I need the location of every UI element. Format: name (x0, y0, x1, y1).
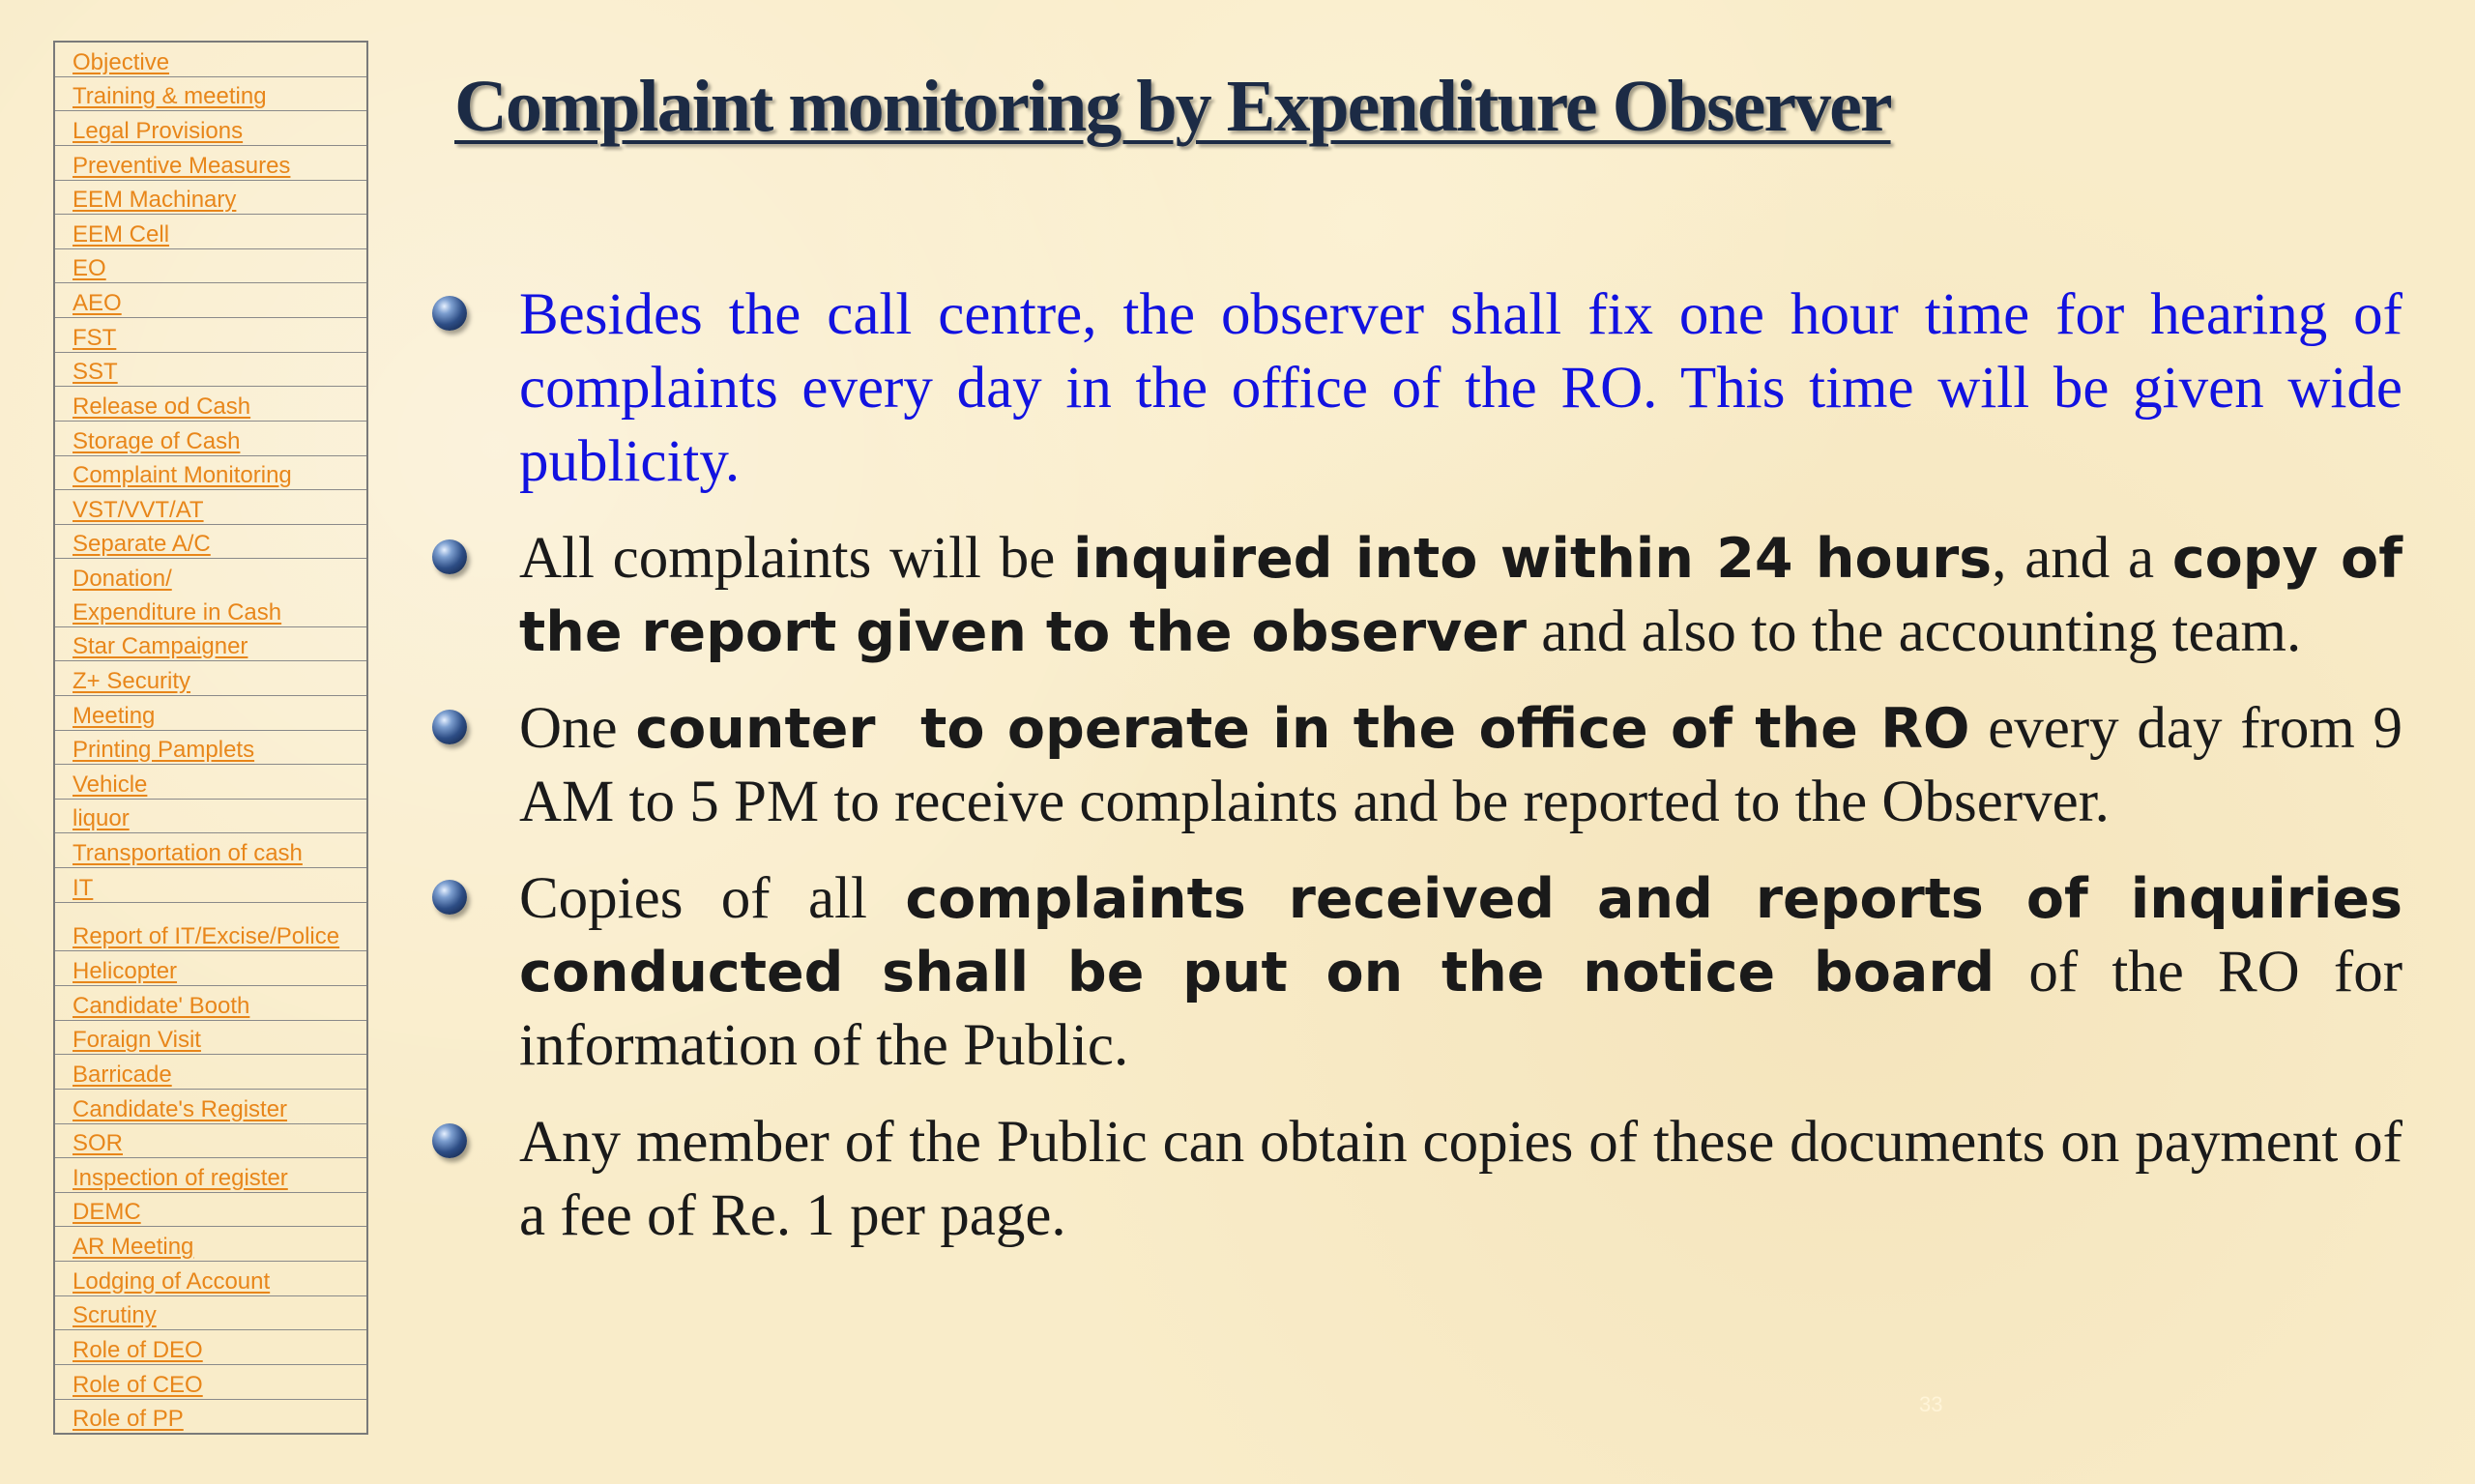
nav-link[interactable]: Barricade (73, 1061, 172, 1088)
bullet-text: Besides the call centre, the observer shall fix one hour time for hearing of complaints every day in the office of the RO. This time will be given wide publicity. (519, 282, 2402, 494)
nav-link[interactable]: EO (73, 255, 106, 282)
nav-link[interactable]: Helicopter (73, 958, 178, 984)
nav-link[interactable]: Vehicle (73, 771, 148, 798)
blue-sphere-bullet-icon (432, 710, 467, 744)
nav-item-vehicle[interactable] (55, 765, 366, 800)
nav-item-demc[interactable] (55, 1193, 366, 1228)
nav-link[interactable]: EEM Cell (73, 220, 170, 247)
nav-link[interactable]: SST (73, 359, 118, 386)
nav-link[interactable]: Preventive Measures (73, 152, 291, 179)
bullet-text: Any member of the Public can obtain copies of these documents on payment of a fee of Re. 1 per page. (519, 1110, 2402, 1248)
nav-item-aeo[interactable] (55, 283, 366, 318)
nav-item-transportation-of-cash[interactable] (55, 833, 366, 868)
nav-link[interactable]: EEM Machinary (73, 187, 237, 214)
nav-link[interactable]: AEO (73, 290, 122, 316)
nav-item-inspection-of-register[interactable] (55, 1158, 366, 1193)
nav-link[interactable]: Legal Provisions (73, 117, 244, 144)
nav-link[interactable]: Transportation of cash (73, 840, 303, 866)
nav-item-legal-provisions[interactable] (55, 111, 366, 146)
nav-item-vst-vvt-at[interactable] (55, 490, 366, 525)
nav-link[interactable]: liquor (73, 805, 130, 832)
nav-item-helicopter[interactable] (55, 951, 366, 986)
nav-item-expenditure-in-cash[interactable] (55, 593, 366, 627)
bullet-emphasis: inquired into within 24 hours (1073, 527, 1993, 591)
nav-link[interactable]: Storage of Cash (73, 427, 241, 454)
nav-link[interactable]: IT (73, 874, 94, 901)
nav-item-role-of-deo[interactable] (55, 1330, 366, 1365)
nav-link[interactable]: Expenditure in Cash (73, 598, 282, 626)
nav-link[interactable]: Training & meeting (73, 83, 267, 110)
nav-item-separate-ac[interactable] (55, 525, 366, 560)
nav-item-scrutiny[interactable] (55, 1296, 366, 1331)
nav-item-release-of-cash[interactable] (55, 387, 366, 422)
nav-link[interactable]: Inspection of register (73, 1164, 288, 1191)
nav-item-objective[interactable] (55, 43, 366, 77)
nav-item-printing-pamplets[interactable] (55, 731, 366, 766)
bullet-text: Copies of all (519, 866, 906, 931)
nav-link[interactable]: Role of DEO (73, 1336, 203, 1363)
nav-item-z-security[interactable] (55, 661, 366, 696)
bullet-text: All complaints will be (519, 526, 1073, 591)
nav-item-it[interactable] (55, 868, 366, 903)
nav-item-meeting[interactable] (55, 696, 366, 731)
nav-link[interactable]: Z+ Security (73, 667, 191, 694)
nav-item-liquor[interactable] (55, 800, 366, 834)
nav-link[interactable]: Release od Cash (73, 393, 251, 420)
bullet-list (430, 278, 2402, 1276)
bullet-emphasis: copy of the report given to the observer (519, 527, 2402, 664)
nav-item-eo[interactable] (55, 249, 366, 284)
nav-item-training-meeting[interactable] (55, 77, 366, 112)
nav-link[interactable]: Report of IT/Excise/Police (73, 923, 340, 950)
nav-item-foreign-visit[interactable] (55, 1021, 366, 1056)
bullet-item (430, 692, 2402, 839)
nav-link[interactable]: Role of PP (73, 1406, 184, 1433)
slide-navigation (53, 41, 368, 1435)
nav-link[interactable]: VST/VVT/AT (73, 496, 204, 523)
blue-sphere-bullet-icon (432, 539, 467, 574)
nav-link[interactable]: Candidate's Register (73, 1095, 288, 1122)
nav-link[interactable]: AR Meeting (73, 1234, 194, 1260)
bullet-text: and also to the accounting team. (1527, 599, 2302, 664)
nav-link[interactable]: Role of CEO (73, 1371, 203, 1398)
nav-item-sor[interactable] (55, 1124, 366, 1159)
nav-item-lodging-of-account[interactable] (55, 1262, 366, 1296)
bullet-item (430, 522, 2402, 669)
nav-link[interactable]: Candidate' Booth (73, 992, 250, 1019)
bullet-item (430, 1106, 2402, 1253)
nav-item-sst[interactable] (55, 353, 366, 388)
nav-link[interactable]: Complaint Monitoring (73, 462, 292, 489)
nav-link[interactable]: DEMC (73, 1199, 141, 1226)
nav-link[interactable]: Lodging of Account (73, 1267, 271, 1295)
nav-item-eem-cell[interactable] (55, 215, 366, 249)
bullet-text: , and a (1992, 526, 2172, 591)
nav-item-storage-of-cash[interactable] (55, 422, 366, 456)
nav-item-donation[interactable] (55, 559, 366, 593)
blue-sphere-bullet-icon (432, 880, 467, 915)
nav-link[interactable]: Meeting (73, 702, 156, 729)
blue-sphere-bullet-icon (432, 1123, 467, 1158)
nav-link[interactable]: Scrutiny (73, 1302, 157, 1329)
nav-item-candidates-register[interactable] (55, 1090, 366, 1124)
bullet-text: One (519, 696, 636, 761)
nav-item-ar-meeting[interactable] (55, 1227, 366, 1262)
nav-item-candidate-booth[interactable] (55, 986, 366, 1021)
nav-item-fst[interactable] (55, 318, 366, 353)
nav-link[interactable]: Star Campaigner (73, 633, 248, 660)
nav-item-preventive-measures[interactable] (55, 146, 366, 181)
nav-item-eem-machinary[interactable] (55, 181, 366, 216)
nav-item-complaint-monitoring[interactable] (55, 456, 366, 491)
bullet-item (430, 862, 2402, 1083)
nav-link[interactable]: Printing Pamplets (73, 737, 255, 764)
bullet-text: every day from 9 AM to 5 PM to receive complaints and be reported to the Observer. (519, 696, 2402, 834)
bullet-emphasis: counter to operate in the office of the RO (635, 697, 1970, 761)
nav-link[interactable]: Foraign Visit (73, 1027, 201, 1054)
nav-link[interactable]: FST (73, 324, 117, 351)
nav-item-star-campaigner[interactable] (55, 627, 366, 662)
blue-sphere-bullet-icon (432, 296, 467, 331)
nav-link[interactable]: Separate A/C (73, 531, 211, 558)
nav-item-report-of-it[interactable] (55, 903, 366, 952)
nav-link[interactable]: SOR (73, 1130, 124, 1157)
bullet-text: of the RO for information of the Public. (519, 940, 2403, 1078)
slide-title: Complaint monitoring by Expenditure Observer (454, 66, 1891, 147)
nav-link[interactable]: Objective (73, 48, 170, 75)
nav-item-role-of-ceo[interactable] (55, 1365, 366, 1400)
nav-link[interactable]: Donation/ (73, 566, 172, 592)
bullet-emphasis: complaints received and reports of inquiries conducted shall be put on the notice board (519, 867, 2403, 1004)
bullet-item (430, 278, 2402, 499)
slide-number: 33 (1919, 1392, 1943, 1416)
nav-item-role-of-pp[interactable] (55, 1400, 366, 1434)
nav-item-barricade[interactable] (55, 1055, 366, 1090)
